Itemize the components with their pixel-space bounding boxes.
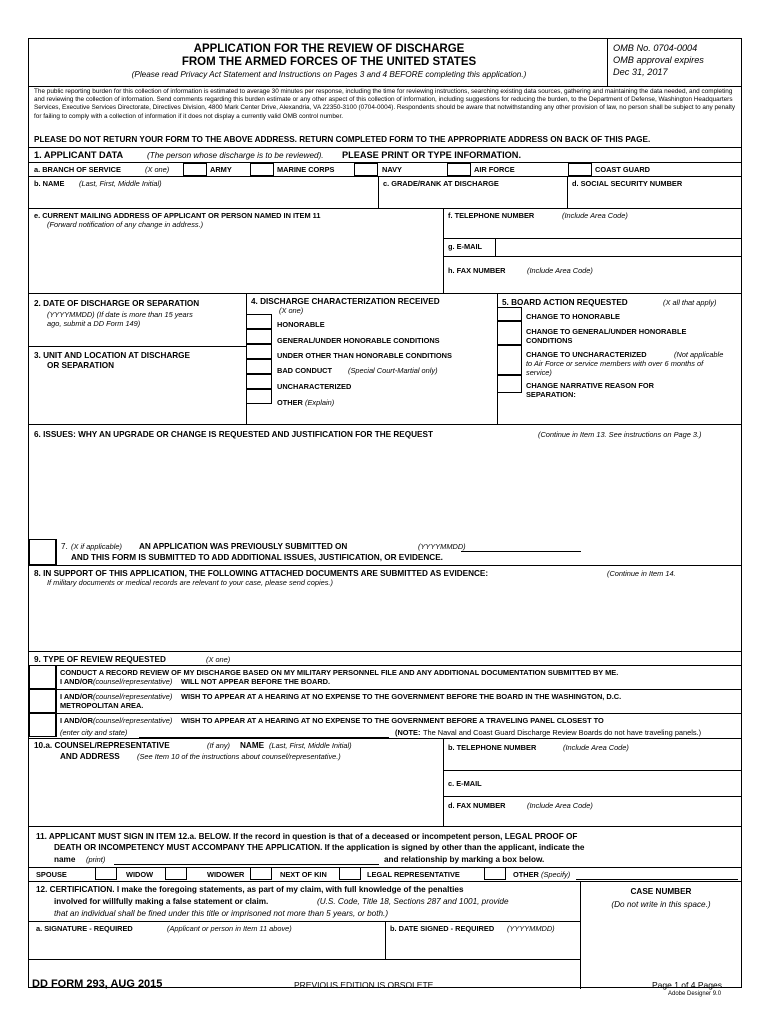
item-11-print: (print) [86, 855, 106, 864]
signer-name-field[interactable] [114, 852, 379, 863]
grade-label: c. GRADE/RANK AT DISCHARGE [383, 179, 499, 188]
counsel-label: 10.a. COUNSEL/REPRESENTATIVE [34, 741, 170, 750]
omb-number: OMB No. 0704-0004 [613, 43, 698, 53]
mailing-address-note: (Forward notification of any change in address.) [47, 220, 204, 229]
characterization-label: 4. DISCHARGE CHARACTERIZATION RECEIVED [251, 297, 440, 306]
branch-note: (X one) [145, 165, 170, 174]
checkbox-change-uncharacterized[interactable] [497, 345, 522, 375]
mailing-address-label: e. CURRENT MAILING ADDRESS OF APPLICANT OR PERSON NAMED IN ITEM 11 [34, 211, 321, 220]
item-11-line2: DEATH OR INCOMPETENCY MUST ACCOMPANY THE APPLICATION. If the application is signed by other than the applicant, indicate the [54, 843, 585, 852]
hearing-travel-note: (counsel/representative) [93, 716, 173, 725]
item-11-relationship: and relationship by marking a box below. [384, 855, 545, 864]
date-signed-field[interactable] [387, 935, 578, 957]
record-review-post: WILL NOT APPEAR BEFORE THE BOARD. [181, 677, 331, 686]
next-of-kin-label: NEXT OF KIN [280, 870, 327, 879]
spouse-label: SPOUSE [36, 870, 67, 879]
signature-field[interactable] [31, 935, 383, 957]
discharge-review-form [28, 38, 742, 988]
form-number: DD FORM 293, AUG 2015 [32, 978, 163, 990]
hearing-travel-pre: I AND/OR [60, 716, 93, 725]
section-1-print: PLEASE PRINT OR TYPE INFORMATION. [342, 150, 521, 160]
email-label: g. E-MAIL [448, 242, 483, 251]
adobe-version: Adobe Designer 9.0 [668, 991, 722, 997]
checkbox-legal-representative[interactable] [484, 867, 506, 880]
item-7-note: (X if applicable) [71, 542, 122, 551]
board-action-note: (X all that apply) [663, 298, 717, 307]
certification-line2: involved for willfully making a false statement or claim. [54, 897, 269, 906]
counsel-name-note: (Last, First, Middle Initial) [269, 741, 352, 750]
other-than-honorable-label: UNDER OTHER THAN HONORABLE CONDITIONS [277, 351, 452, 360]
other-label: OTHER [277, 398, 303, 407]
army-label: ARMY [210, 165, 232, 174]
fax-label: h. FAX NUMBER [448, 266, 506, 275]
evidence-note2: If military documents or medical records are relevant to your case, please send copies.) [47, 578, 333, 587]
counsel-telephone-field[interactable] [445, 754, 739, 768]
form-title-line2: FROM THE ARMED FORCES OF THE UNITED STATES [181, 56, 477, 68]
hearing-dc-note: (counsel/representative) [93, 692, 173, 701]
change-uncharacterized-note1: (Not applicable [674, 350, 724, 359]
checkbox-spouse[interactable] [95, 867, 117, 880]
branch-label: a. BRANCH OF SERVICE [34, 165, 121, 174]
applicant-name-field[interactable] [31, 189, 376, 207]
certification-line3: that an individual shall be fined under this title or imprisoned not more than 5 years, or both.) [54, 909, 389, 918]
unit-location-field[interactable] [31, 372, 241, 422]
other-note: (Explain) [305, 398, 335, 407]
omb-expires: Dec 31, 2017 [613, 67, 668, 77]
hearing-travel-post: WISH TO APPEAR AT A HEARING AT NO EXPENSE TO THE GOVERNMENT BEFORE A TRAVELING PANEL CLOSEST TO [181, 716, 604, 725]
checkbox-other[interactable] [246, 389, 272, 404]
case-number-note: (Do not write in this space.) [611, 900, 711, 909]
grade-rank-field[interactable] [380, 189, 565, 207]
coast-guard-label: COAST GUARD [595, 165, 651, 174]
certification-line1: 12. CERTIFICATION. I make the foregoing statements, as part of my claim, with full knowledge of the penalties [36, 885, 464, 894]
mailing-address-field[interactable] [31, 231, 441, 291]
checkbox-army[interactable] [183, 163, 207, 176]
traveling-panel-note: The Naval and Coast Guard Discharge Review Boards do not have traveling panels.) [423, 728, 702, 737]
checkbox-widower[interactable] [250, 867, 272, 880]
evidence-note: (Continue in Item 14. [607, 569, 676, 578]
item-7-date-note: (YYYYMMDD) [418, 542, 466, 551]
board-action-label: 5. BOARD ACTION REQUESTED [502, 298, 628, 307]
characterization-note: (X one) [279, 306, 304, 315]
checkbox-bad-conduct[interactable] [246, 359, 272, 374]
change-uncharacterized-note3: service) [526, 368, 552, 377]
counsel-fax-note: (Include Area Code) [527, 801, 593, 810]
other-relationship-note: (Specify) [541, 870, 571, 879]
checkbox-marine-corps[interactable] [250, 163, 274, 176]
date-discharge-field[interactable] [31, 330, 241, 346]
air-force-label: AIR FORCE [474, 165, 515, 174]
telephone-label: f. TELEPHONE NUMBER [448, 211, 535, 220]
change-narrative-label2: SEPARATION: [526, 390, 576, 399]
telephone-note: (Include Area Code) [562, 211, 628, 220]
telephone-field[interactable] [445, 222, 739, 236]
certification-citation: (U.S. Code, Title 18, Sections 287 and 1001, provide [317, 897, 509, 906]
checkbox-hearing-washington[interactable] [29, 689, 56, 713]
counsel-fax-label: d. FAX NUMBER [448, 801, 506, 810]
city-state-note: (enter city and state) [60, 728, 128, 737]
fax-note: (Include Area Code) [527, 266, 593, 275]
note-label: (NOTE: [395, 728, 421, 737]
evidence-label: 8. IN SUPPORT OF THIS APPLICATION, THE FOLLOWING ATTACHED DOCUMENTS ARE SUBMITTED AS EVIDENCE: [34, 569, 489, 578]
marine-corps-label: MARINE CORPS [277, 165, 335, 174]
review-type-note: (X one) [206, 655, 231, 664]
record-review-note: (counsel/representative) [93, 677, 173, 686]
item-11-name: name [54, 855, 76, 864]
change-uncharacterized-label: CHANGE TO UNCHARACTERIZED [526, 350, 647, 359]
widower-label: WIDOWER [207, 870, 245, 879]
checkbox-other-than-honorable[interactable] [246, 344, 272, 359]
checkbox-coast-guard[interactable] [568, 163, 592, 176]
issues-label: 6. ISSUES: WHY AN UPGRADE OR CHANGE IS REQUESTED AND JUSTIFICATION FOR THE REQUEST [34, 430, 433, 439]
unit-location-label2: OR SEPARATION [47, 361, 115, 370]
review-type-label: 9. TYPE OF REVIEW REQUESTED [34, 655, 166, 664]
issues-field[interactable] [31, 442, 739, 538]
other-relationship-label: OTHER [513, 870, 539, 879]
bad-conduct-note: (Special Court-Martial only) [348, 366, 438, 375]
checkbox-change-honorable[interactable] [497, 307, 522, 321]
date-discharge-note1: (YYYYMMDD) (If date is more than 15 years [47, 310, 193, 319]
change-narrative-label1: CHANGE NARRATIVE REASON FOR [526, 381, 654, 390]
section-1-label: 1. APPLICANT DATA [34, 150, 124, 160]
widow-label: WIDOW [126, 870, 154, 879]
unit-location-label1: 3. UNIT AND LOCATION AT DISCHARGE [34, 351, 191, 360]
omb-approval: OMB approval expires [613, 55, 704, 65]
change-uncharacterized-note2: to Air Force or service members with over 6 months of [526, 359, 704, 368]
honorable-label: HONORABLE [277, 320, 325, 329]
checkbox-change-narrative[interactable] [497, 375, 522, 393]
date-discharge-note2: ago, submit a DD Form 149) [47, 319, 141, 328]
signature-note: (Applicant or person in Item 11 above) [167, 924, 292, 933]
item-7-text2: AND THIS FORM IS SUBMITTED TO ADD ADDITIONAL ISSUES, JUSTIFICATION, OR EVIDENCE. [71, 553, 443, 562]
ssn-label: d. SOCIAL SECURITY NUMBER [572, 179, 683, 188]
counsel-telephone-label: b. TELEPHONE NUMBER [448, 743, 537, 752]
counsel-email-field[interactable] [499, 772, 739, 794]
checkbox-navy[interactable] [354, 163, 378, 176]
city-state-field[interactable] [139, 725, 389, 736]
checkbox-previous-application[interactable] [29, 539, 56, 565]
counsel-address-note: (See Item 10 of the instructions about counsel/representative.) [137, 752, 341, 761]
signature-label: a. SIGNATURE - REQUIRED [36, 924, 133, 933]
date-signed-note: (YYYYMMDD) [507, 924, 555, 933]
checkbox-air-force[interactable] [447, 163, 471, 176]
name-note: (Last, First, Middle Initial) [79, 179, 162, 188]
item-7-number: 7. [61, 542, 68, 551]
email-field[interactable] [497, 240, 739, 254]
change-general-label2: CONDITIONS [526, 336, 573, 345]
date-signed-label: b. DATE SIGNED - REQUIRED [390, 924, 495, 933]
hearing-dc-pre: I AND/OR [60, 692, 93, 701]
ssn-field[interactable] [569, 189, 739, 207]
checkbox-record-review[interactable] [29, 665, 56, 689]
other-relationship-field[interactable] [576, 868, 738, 878]
legal-rep-label: LEGAL REPRESENTATIVE [367, 870, 460, 879]
record-review-pre: I AND/OR [60, 677, 93, 686]
checkbox-honorable[interactable] [246, 314, 272, 329]
burden-statement: The public reporting burden for this collection of information is estimated to average 30 minutes per response, including the time for reviewing instructions, searching existing data sources, gathering and maintaining the data needed, and completing and reviewing the collection of information. Send comments regarding this burden estimate or any other aspect of this collection of information, including suggestions for reducing the burden, to the Department of Defense, Washington Headquarters Services, Executive Services Directorate, Directives Division, 4800 Mark Center Drive, Alexandria, VA 22350-3100 (0704-0004). Respondents should be aware that notwithstanding any other provision of law, no person shall be subject to any penalty for failing to comply with a collection of information if it does not display a currently valid OMB control number. [34, 88, 736, 120]
fax-field[interactable] [445, 277, 739, 291]
page-count: Page 1 of 4 Pages [652, 980, 722, 990]
hearing-dc-text2: METROPOLITAN AREA. [60, 701, 144, 710]
counsel-telephone-note: (Include Area Code) [563, 743, 629, 752]
return-address-notice: PLEASE DO NOT RETURN YOUR FORM TO THE ABOVE ADDRESS. RETURN COMPLETED FORM TO THE APPROPRIATE ADDRESS ON BACK OF THIS PAGE. [34, 135, 651, 144]
checkbox-general[interactable] [246, 329, 272, 344]
record-review-text1: CONDUCT A RECORD REVIEW OF MY DISCHARGE BASED ON MY MILITARY PERSONNEL FILE AND ANY ADDITIONAL DOCUMENTATION SUBMITTED BY ME. [60, 668, 619, 677]
previous-application-date-field[interactable] [461, 539, 581, 550]
form-instructions-note: (Please read Privacy Act Statement and Instructions on Pages 3 and 4 BEFORE completing this application.) [131, 70, 527, 79]
counsel-note: (If any) [207, 741, 230, 750]
change-general-label1: CHANGE TO GENERAL/UNDER HONORABLE [526, 327, 687, 336]
counsel-name-label: NAME [240, 741, 265, 750]
counsel-fax-field[interactable] [445, 812, 739, 824]
item-7-text1: AN APPLICATION WAS PREVIOUSLY SUBMITTED ON [139, 542, 348, 551]
case-number-label: CASE NUMBER [630, 887, 692, 896]
counsel-name-address-field[interactable] [31, 763, 441, 825]
obsolete-notice: PREVIOUS EDITION IS OBSOLETE. [294, 980, 436, 990]
counsel-email-label: c. E-MAIL [448, 779, 482, 788]
issues-note: (Continue in Item 13. See instructions on Page 3.) [538, 430, 702, 439]
checkbox-next-of-kin[interactable] [339, 867, 361, 880]
section-1-note: (The person whose discharge is to be reviewed). [147, 151, 324, 160]
checkbox-change-general[interactable] [497, 321, 522, 345]
checkbox-hearing-traveling[interactable] [29, 713, 56, 737]
hearing-dc-post: WISH TO APPEAR AT A HEARING AT NO EXPENSE TO THE GOVERNMENT BEFORE THE BOARD IN THE WASHINGTON, D.C. [181, 692, 622, 701]
name-label: b. NAME [34, 179, 65, 188]
counsel-address-label: AND ADDRESS [60, 752, 120, 761]
form-title-line1: APPLICATION FOR THE REVIEW OF DISCHARGE [193, 43, 465, 55]
change-honorable-label: CHANGE TO HONORABLE [526, 312, 620, 321]
item-11-line1: 11. APPLICANT MUST SIGN IN ITEM 12.a. BELOW. If the record in question is that of a deceased or incompetent person, LEGAL PROOF OF [36, 832, 578, 841]
evidence-field[interactable] [31, 589, 739, 649]
checkbox-widow[interactable] [165, 867, 187, 880]
date-discharge-label: 2. DATE OF DISCHARGE OR SEPARATION [34, 299, 200, 308]
general-label: GENERAL/UNDER HONORABLE CONDITIONS [277, 336, 440, 345]
bad-conduct-label: BAD CONDUCT [277, 366, 333, 375]
navy-label: NAVY [382, 165, 402, 174]
uncharacterized-label: UNCHARACTERIZED [277, 382, 352, 391]
checkbox-uncharacterized[interactable] [246, 374, 272, 389]
